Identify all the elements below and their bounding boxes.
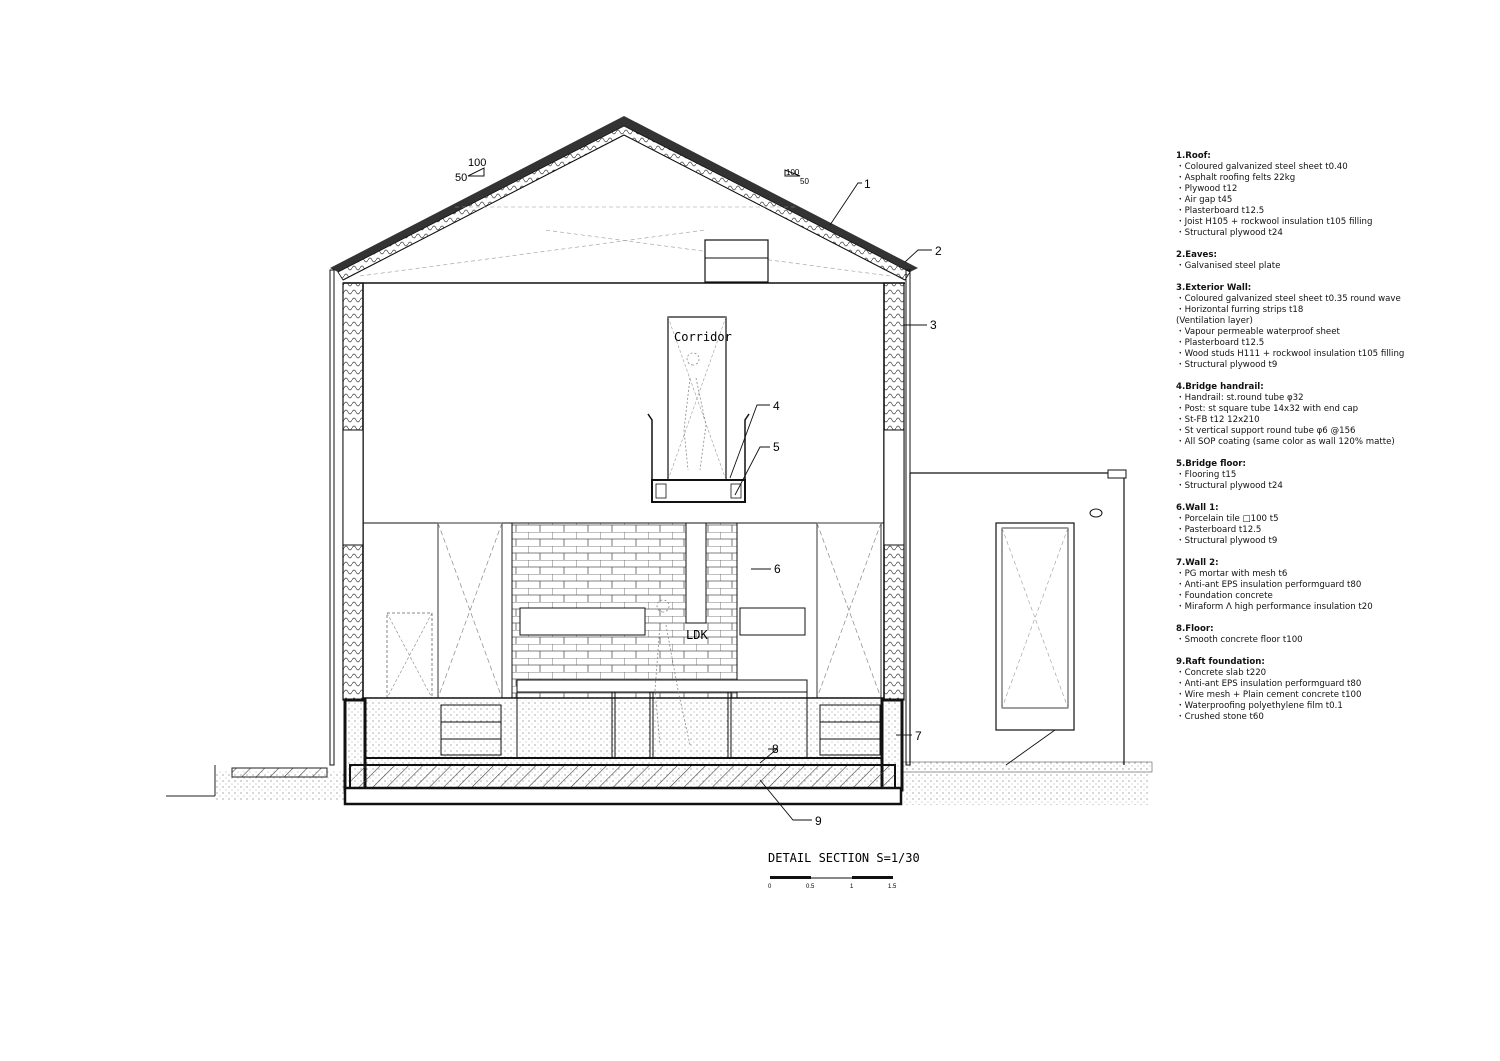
spec-item: ・ St-FB t12 12x210: [1176, 415, 1486, 426]
spec-section: [1176, 558, 1486, 613]
callout-8: 8: [772, 742, 779, 756]
annex: [910, 470, 1126, 765]
spec-heading: 2.Eaves:: [1176, 250, 1217, 260]
spec-item: ・ Vapour permeable waterproof sheet: [1176, 327, 1486, 338]
spec-item: ・ Post: st square tube 14x32 with end cap: [1176, 404, 1486, 415]
spec-item: ・ Plasterboard t12.5: [1176, 206, 1486, 217]
spec-item: ・ Handrail: st.round tube φ32: [1176, 393, 1486, 404]
spec-item: ・ Air gap t45: [1176, 195, 1486, 206]
callout-2: 2: [935, 244, 942, 258]
spec-item: ・ All SOP coating (same color as wall 120% matte): [1176, 437, 1486, 448]
spec-section: [1176, 624, 1486, 646]
spec-section: [1176, 459, 1486, 492]
scale-tick-05: 0.5: [806, 884, 815, 890]
spec-item: ・ St vertical support round tube φ6 @156: [1176, 426, 1486, 437]
spec-item: ・ Asphalt roofing felts 22kg: [1176, 173, 1486, 184]
callout-3: 3: [930, 318, 937, 332]
slope-mark-left: [455, 157, 486, 184]
spec-item: ・ Wire mesh + Plain cement concrete t100: [1176, 690, 1486, 701]
spec-item: ・ Galvanised steel plate: [1176, 261, 1486, 272]
spec-item: ・ Porcelain tile □100 t5: [1176, 514, 1486, 525]
spec-item: ・ Waterproofing polyethylene film t0.1: [1176, 701, 1486, 712]
spec-item: (Ventilation layer): [1176, 316, 1253, 326]
callout-5: 5: [773, 440, 780, 454]
callout-7: 7: [915, 729, 922, 743]
scale-tick-1: 1: [850, 884, 854, 890]
spec-heading: 6.Wall 1:: [1176, 503, 1219, 513]
spec-item: ・ Pasterboard t12.5: [1176, 525, 1486, 536]
drawing-title: DETAIL SECTION S=1/30: [768, 851, 920, 865]
spec-item: ・ Structural plywood t9: [1176, 536, 1486, 547]
scale-tick-0: 0: [768, 884, 772, 890]
callout-6: 6: [774, 562, 781, 576]
spec-item: ・ Joist H105 + rockwool insulation t105 filling: [1176, 217, 1486, 228]
spec-heading: 1.Roof:: [1176, 151, 1211, 161]
spec-item: ・ Anti-ant EPS insulation performguard t80: [1176, 679, 1486, 690]
scale-bar: [768, 876, 897, 890]
roof: [330, 116, 918, 283]
spec-section: [1176, 657, 1486, 723]
spec-item: ・ Horizontal furring strips t18: [1176, 305, 1486, 316]
callout-4: 4: [773, 399, 780, 413]
slope-right-run: 100: [786, 168, 800, 177]
scale-tick-15: 1.5: [888, 884, 897, 890]
raft-foundation: [345, 700, 902, 804]
slope-left-run: 100: [468, 157, 487, 169]
spec-item: ・ Plywood t12: [1176, 184, 1486, 195]
spec-item: ・ Crushed stone t60: [1176, 712, 1486, 723]
spec-item: ・ Flooring t15: [1176, 470, 1486, 481]
spec-item: ・ Structural plywood t9: [1176, 360, 1486, 371]
callout-1: 1: [864, 177, 871, 191]
spec-item: ・ Foundation concrete: [1176, 591, 1486, 602]
spec-heading: 9.Raft foundation:: [1176, 657, 1265, 667]
slope-left-rise: 50: [455, 172, 468, 184]
callout-9: 9: [815, 814, 822, 828]
spec-section: [1176, 503, 1486, 547]
spec-heading: 3.Exterior Wall:: [1176, 283, 1252, 293]
spec-item: ・ Coloured galvanized steel sheet t0.40: [1176, 162, 1486, 173]
spec-item: ・ Smooth concrete floor t100: [1176, 635, 1486, 646]
spec-section: [1176, 151, 1486, 239]
spec-item: ・ Anti-ant EPS insulation performguard t80: [1176, 580, 1486, 591]
spec-heading: 7.Wall 2:: [1176, 558, 1219, 568]
spec-heading: 5.Bridge floor:: [1176, 459, 1246, 469]
slope-mark-right: [785, 168, 809, 186]
spec-item: ・ Structural plywood t24: [1176, 481, 1486, 492]
room-label-corridor: Corridor: [674, 330, 732, 344]
room-label-ldk: LDK: [686, 628, 708, 642]
spec-heading: 4.Bridge handrail:: [1176, 382, 1264, 392]
slope-right-rise: 50: [800, 177, 809, 186]
spec-item: ・ Structural plywood t24: [1176, 228, 1486, 239]
spec-item: ・ Wood studs H111 + rockwool insulation t105 filling: [1176, 349, 1486, 360]
spec-section: [1176, 382, 1486, 448]
spec-item: ・ Miraform Λ high performance insulation t20: [1176, 602, 1486, 613]
spec-item: ・ PG mortar with mesh t6: [1176, 569, 1486, 580]
spec-section: [1176, 250, 1486, 272]
spec-section: [1176, 283, 1486, 371]
spec-item: ・ Coloured galvanized steel sheet t0.35 round wave: [1176, 294, 1486, 305]
specification-list: [1176, 151, 1486, 734]
spec-item: ・ Plasterboard t12.5: [1176, 338, 1486, 349]
spec-item: ・ Concrete slab t220: [1176, 668, 1486, 679]
spec-heading: 8.Floor:: [1176, 624, 1214, 634]
